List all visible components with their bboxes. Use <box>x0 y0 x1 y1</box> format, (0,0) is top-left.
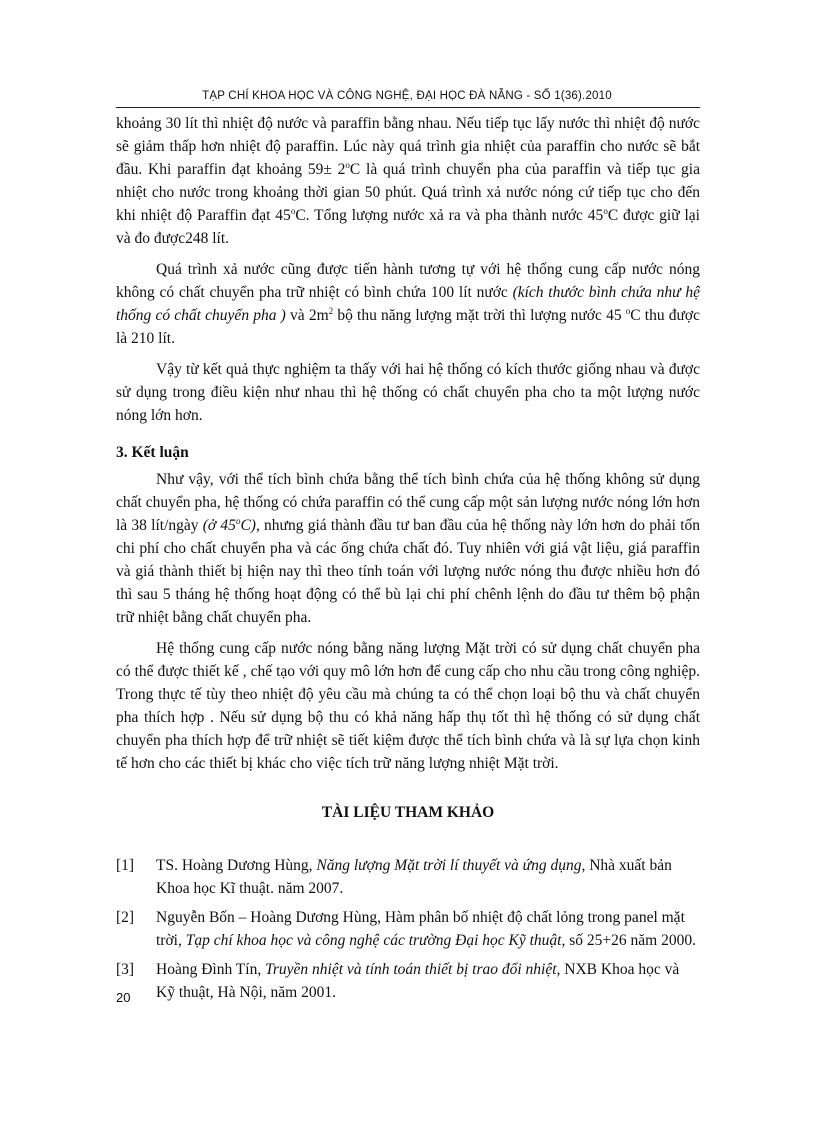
paragraph-comparison: Vậy từ kết quả thực nghiệm ta thấy với hai hệ thống có kích thước giống nhau và được sử dụng trong điều kiện như nhau thì hệ thống có chất chuyển pha cho ta một lượng nước nóng lớn hơn. <box>116 361 700 424</box>
italic-text: C) <box>240 517 256 534</box>
reference-text <box>156 854 700 900</box>
text-run: C là quá trình chuyển pha của paraffin và tiếp tục gia nhiệt cho nước trong khoảng thời gian 50 phút. Quá trình xả nước nóng cứ tiếp tục cho đến khi nhiệt độ Paraffin đạt 45 <box>116 161 700 224</box>
italic-run <box>203 517 256 534</box>
text-run: số 25+26 năm 2000. <box>565 932 696 949</box>
article-body <box>116 112 700 1010</box>
reference-title: Truyền nhiệt và tính toán thiết bị trao đổi nhiệt, <box>265 961 561 978</box>
header-divider <box>116 107 700 108</box>
text-run: C. Tổng lượng nước xả ra và pha thành nước 45 <box>295 207 604 224</box>
text-run: TS. Hoàng Dương Hùng, <box>156 857 317 874</box>
text-run: khoảng 30 lít thì nhiệt độ nước và paraffin bằng nhau. Nếu tiếp tục lấy nước thì nhiệt độ nước sẽ giảm thấp hơn nhiệt độ paraffin. Lúc này quá trình gia nhiệt của paraffin cho nước sẽ bắt đầu. Khi paraffin đạt khoảng 59± 2 <box>116 115 700 178</box>
text-run: , nhưng giá thành đầu tư ban đầu của hệ thống này lớn hơn do phải tốn chi phí cho chất chuyển pha và các ống chứa chất đó. Tuy nhiên với giá vật liệu, giá paraffin và giá thành thiết bị hiện nay thì theo tính toán với lượng nước nóng thu được nhiều hơn đó thì sau 5 tháng hệ thống hoạt động có thể bù lại chi phí chênh lệnh do đầu tư thêm bộ phận trữ nhiệt bằng chất chuyển pha. <box>116 517 700 626</box>
section-heading-conclusion: 3. Kết luận <box>116 444 189 461</box>
degree-sup: o <box>625 305 631 316</box>
text-run: , Nhà xuất bản Khoa học Kĩ thuật. năm 2007. <box>156 857 672 897</box>
degree-sup: o <box>345 159 350 170</box>
reference-text <box>156 958 700 1004</box>
reference-text <box>156 906 700 952</box>
reference-item <box>116 854 700 900</box>
text-run: Hoàng Đình Tín, <box>156 961 266 978</box>
italic-run: (kích thước bình chứa như hệ thống có chất chuyển pha ) <box>116 284 700 324</box>
text-run: bộ thu năng lượng mặt trời thì lượng nước 45 <box>333 307 626 324</box>
text-run: NXB Khoa học và Kỹ thuật, Hà Nội, năm 2001. <box>156 961 680 1001</box>
reference-title: Năng lượng Mặt trời lí thuyết và ứng dụng <box>316 857 582 874</box>
references-title: TÀI LIỆU THAM KHẢO <box>321 804 495 821</box>
reference-number: [3] <box>116 961 135 978</box>
text-run: Như vậy, với thể tích bình chứa bằng thể tích bình chứa của hệ thống không sử dụng chất chuyển pha, hệ thống có chứa paraffin có thể cung cấp một sản lượng nước nóng lớn hơn là 38 lít/ngày <box>116 471 700 534</box>
square-sup: 2 <box>328 305 334 316</box>
degree-sup: o <box>290 205 296 216</box>
degree-sup: o <box>603 205 608 216</box>
reference-item <box>116 958 700 1004</box>
reference-journal: Tạp chí khoa học và công nghệ các trường Đại học Kỹ thuật, <box>185 932 566 949</box>
text-run: Nguyễn Bốn – Hoàng Dương Hùng, Hàm phân bố nhiệt độ chất lỏng trong panel mặt trời, <box>156 909 685 949</box>
paragraph-conclusion-1 <box>116 468 700 629</box>
text-run: Quá trình xả nước cũng được tiến hành tương tự với hệ thống cung cấp nước nóng không có chất chuyển pha trữ nhiệt có bình chứa 100 lít nước <box>116 261 700 301</box>
reference-number: [2] <box>116 909 135 926</box>
reference-item <box>116 906 700 952</box>
paragraph-conclusion-2: Hệ thống cung cấp nước nóng bằng năng lượng Mặt trời có sử dụng chất chuyển pha có thể được thiết kế , chế tạo với quy mô lớn hơn để cung cấp cho nhu cầu trong công nghiệp. Trong thực tế tùy theo nhiệt độ yêu cầu mà chúng ta có thể chọn loại bộ thu và chất chuyển pha thích hợp . Nếu sử dụng bộ thu có khả năng hấp thụ tốt thì hệ thống có sử dụng chất chuyển pha thích hợp để trữ nhiệt sẽ tiết kiệm được thể tích bình chứa và là sự lựa chọn kinh tế hơn cho các thiết bị khác cho việc tích trữ năng lượng nhiệt Mặt trời. <box>116 640 700 772</box>
page-number: 20 <box>116 990 131 1005</box>
degree-sup: o <box>235 515 241 526</box>
text-run: và 2m <box>285 307 329 324</box>
paragraph-results-paraffin <box>116 112 700 250</box>
text-run: C thu được là 210 lít. <box>116 307 701 347</box>
paragraph-results-no-pcm <box>116 258 700 350</box>
italic-text: (ở 45 <box>202 517 236 534</box>
text-run: C được giữ lại và đo được248 lít. <box>116 207 700 247</box>
journal-header: TẠP CHÍ KHOA HỌC VÀ CÔNG NGHỆ, ĐẠI HỌC ĐÀ NẴNG - SỐ 1(36).2010 <box>202 90 612 102</box>
reference-number: [1] <box>116 857 135 874</box>
references-list <box>116 854 700 1004</box>
